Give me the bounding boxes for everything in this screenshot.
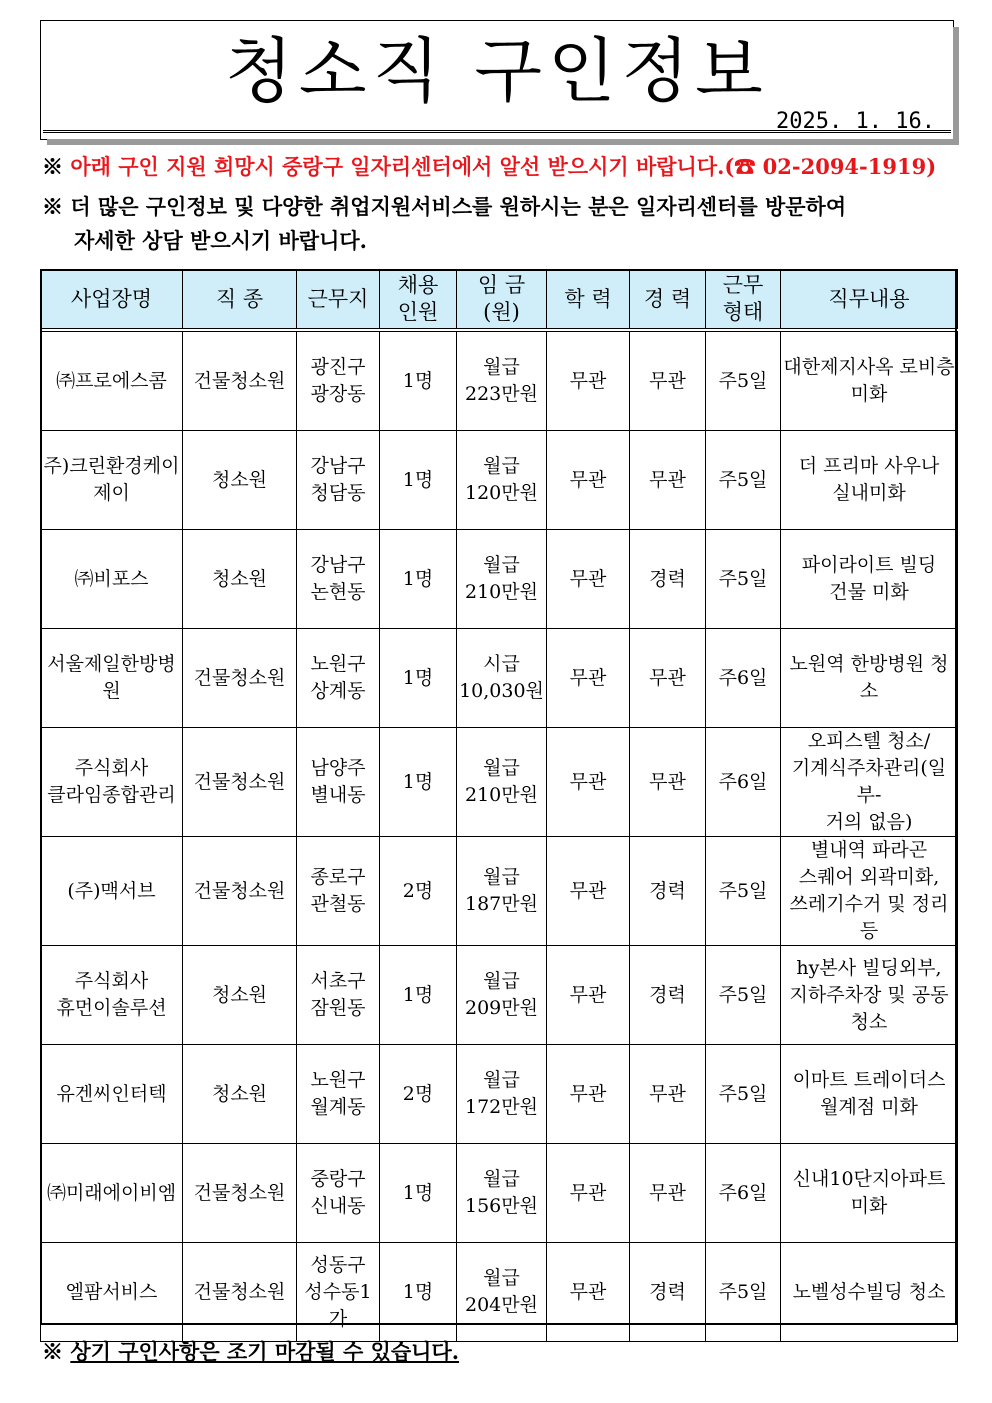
notice-mark: ※	[42, 154, 63, 179]
table-row	[41, 946, 958, 1045]
cell-openings: 2명	[380, 1045, 457, 1144]
cell-wage: 월급 172만원	[457, 1045, 547, 1144]
table-row	[41, 330, 958, 431]
cell-job-type: 건물청소원	[183, 728, 297, 837]
cell-job-type: 청소원	[183, 1045, 297, 1144]
notice-more-info-text: 더 많은 구인정보 및 다양한 취업지원서비스를 원하시는 분은 일자리센터를 방문하여	[70, 194, 847, 219]
cell-location: 남양주 별내동	[297, 728, 380, 837]
table-row	[41, 1144, 958, 1243]
notice-contact	[42, 150, 936, 184]
cell-work-schedule: 주6일	[706, 728, 781, 837]
table-row	[41, 629, 958, 728]
cell-company: 주식회사 클라임종합관리	[41, 728, 183, 837]
footer-text: 상기 구인사항은 조기 마감될 수 있습니다.	[70, 1339, 460, 1364]
cell-company: 엘팜서비스	[41, 1243, 183, 1342]
cell-education: 무관	[547, 1144, 630, 1243]
cell-work-schedule: 주6일	[706, 1144, 781, 1243]
cell-company: ㈜비포스	[41, 530, 183, 629]
table-row	[41, 530, 958, 629]
cell-experience: 무관	[630, 1045, 706, 1144]
header-openings: 채용 인원	[380, 270, 457, 331]
cell-duties: 노원역 한방병원 청소	[781, 629, 958, 728]
cell-education: 무관	[547, 530, 630, 629]
cell-openings: 2명	[380, 837, 457, 946]
table-row	[41, 431, 958, 530]
cell-wage: 월급 120만원	[457, 431, 547, 530]
notice-mark: ※	[42, 194, 63, 219]
cell-openings: 1명	[380, 1144, 457, 1243]
cell-duties: 더 프리마 사우나 실내미화	[781, 431, 958, 530]
cell-education: 무관	[547, 1045, 630, 1144]
header-location: 근무지	[297, 270, 380, 331]
cell-experience: 경력	[630, 946, 706, 1045]
cell-education: 무관	[547, 837, 630, 946]
cell-openings: 1명	[380, 330, 457, 431]
table-row	[41, 1243, 958, 1342]
cell-education: 무관	[547, 1243, 630, 1342]
cell-location: 성동구 성수동1 가	[297, 1243, 380, 1342]
cell-wage: 월급 210만원	[457, 728, 547, 837]
cell-wage: 월급 209만원	[457, 946, 547, 1045]
cell-work-schedule: 주5일	[706, 431, 781, 530]
notice-more-info-cont: 자세한 상담 받으시기 바랍니다.	[74, 228, 367, 253]
cell-company: ㈜미래에이비엠	[41, 1144, 183, 1243]
header-education: 학 력	[547, 270, 630, 331]
cell-education: 무관	[547, 629, 630, 728]
cell-location: 종로구 관철동	[297, 837, 380, 946]
table-header-row	[41, 270, 958, 331]
cell-location: 중랑구 신내동	[297, 1144, 380, 1243]
cell-company: (주)맥서브	[41, 837, 183, 946]
cell-openings: 1명	[380, 946, 457, 1045]
cell-wage: 월급 204만원	[457, 1243, 547, 1342]
cell-experience: 경력	[630, 1243, 706, 1342]
header-job-type: 직 종	[183, 270, 297, 331]
cell-experience: 무관	[630, 629, 706, 728]
cell-job-type: 건물청소원	[183, 1243, 297, 1342]
cell-job-type: 청소원	[183, 946, 297, 1045]
cell-duties: 대한제지사옥 로비층 미화	[781, 330, 958, 431]
cell-job-type: 청소원	[183, 530, 297, 629]
cell-duties: 파이라이트 빌딩 건물 미화	[781, 530, 958, 629]
cell-wage: 월급 223만원	[457, 330, 547, 431]
header-work-schedule: 근무 형태	[706, 270, 781, 331]
cell-company: 주식회사 휴먼이솔루션	[41, 946, 183, 1045]
cell-location: 노원구 월계동	[297, 1045, 380, 1144]
cell-work-schedule: 주5일	[706, 946, 781, 1045]
cell-experience: 경력	[630, 530, 706, 629]
header-wage: 임 금 (원)	[457, 270, 547, 331]
cell-job-type: 건물청소원	[183, 837, 297, 946]
table-row	[41, 1045, 958, 1144]
table-row	[41, 837, 958, 946]
cell-job-type: 청소원	[183, 431, 297, 530]
notice-more-info	[42, 190, 846, 224]
cell-wage: 월급 156만원	[457, 1144, 547, 1243]
title-divider	[43, 130, 951, 133]
cell-job-type: 건물청소원	[183, 330, 297, 431]
cell-duties: 신내10단지아파트 미화	[781, 1144, 958, 1243]
cell-experience: 무관	[630, 1144, 706, 1243]
cell-wage: 시급 10,030원	[457, 629, 547, 728]
cell-openings: 1명	[380, 431, 457, 530]
title-shadow-right	[953, 27, 959, 145]
cell-education: 무관	[547, 946, 630, 1045]
cell-location: 노원구 상계동	[297, 629, 380, 728]
cell-education: 무관	[547, 431, 630, 530]
cell-experience: 무관	[630, 330, 706, 431]
table-body	[41, 330, 958, 1342]
cell-company: 유겐씨인터텍	[41, 1045, 183, 1144]
cell-openings: 1명	[380, 728, 457, 837]
cell-experience: 무관	[630, 728, 706, 837]
cell-location: 광진구 광장동	[297, 330, 380, 431]
cell-openings: 1명	[380, 1243, 457, 1342]
cell-education: 무관	[547, 728, 630, 837]
header-duties: 직무내용	[781, 270, 958, 331]
cell-job-type: 건물청소원	[183, 1144, 297, 1243]
cell-location: 강남구 논현동	[297, 530, 380, 629]
header-company: 사업장명	[41, 270, 183, 331]
cell-wage: 월급 210만원	[457, 530, 547, 629]
cell-duties: 노벨성수빌딩 청소	[781, 1243, 958, 1342]
header-experience: 경 력	[630, 270, 706, 331]
cell-duties: 이마트 트레이더스 월계점 미화	[781, 1045, 958, 1144]
cell-work-schedule: 주5일	[706, 530, 781, 629]
cell-work-schedule: 주6일	[706, 629, 781, 728]
cell-work-schedule: 주5일	[706, 1243, 781, 1342]
cell-duties: hy본사 빌딩외부, 지하주차장 및 공동 청소	[781, 946, 958, 1045]
page-title: 청소직 구인정보	[225, 30, 769, 112]
cell-job-type: 건물청소원	[183, 629, 297, 728]
cell-experience: 무관	[630, 431, 706, 530]
cell-duties: 별내역 파라곤 스퀘어 외곽미화, 쓰레기수거 및 정리 등	[781, 837, 958, 946]
title-shadow-bottom	[47, 139, 959, 145]
cell-openings: 1명	[380, 629, 457, 728]
job-table	[40, 269, 958, 1342]
cell-education: 무관	[547, 330, 630, 431]
cell-location: 서초구 잠원동	[297, 946, 380, 1045]
cell-location: 강남구 청담동	[297, 431, 380, 530]
cell-duties: 오피스텔 청소/ 기계식주차관리(일부- 거의 없음)	[781, 728, 958, 837]
footer-mark: ※	[42, 1339, 63, 1364]
footer-note	[42, 1336, 459, 1366]
cell-openings: 1명	[380, 530, 457, 629]
date-label: 2025. 1. 16.	[776, 109, 935, 134]
cell-work-schedule: 주5일	[706, 837, 781, 946]
cell-company: 서울제일한방병 원	[41, 629, 183, 728]
table-row	[41, 728, 958, 837]
cell-experience: 경력	[630, 837, 706, 946]
title-box	[40, 20, 954, 140]
cell-work-schedule: 주5일	[706, 1045, 781, 1144]
cell-company: 주)크린환경케이 제이	[41, 431, 183, 530]
cell-wage: 월급 187만원	[457, 837, 547, 946]
notice-contact-text: 아래 구인 지원 희망시 중랑구 일자리센터에서 알선 받으시기 바랍니다.(☎ 02-2094-1919)	[70, 154, 937, 179]
cell-company: ㈜프로에스콤	[41, 330, 183, 431]
cell-work-schedule: 주5일	[706, 330, 781, 431]
